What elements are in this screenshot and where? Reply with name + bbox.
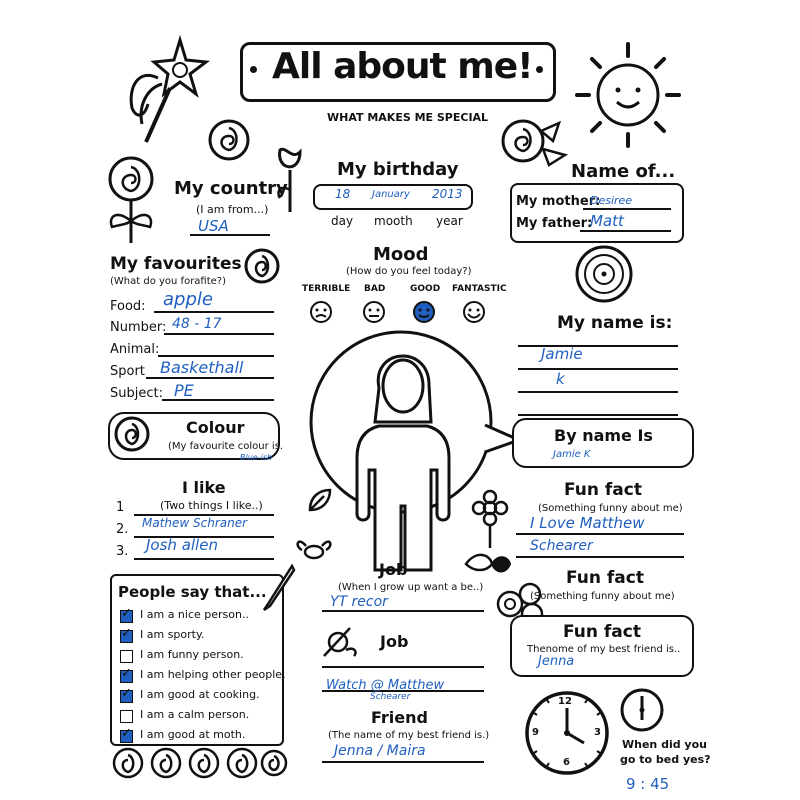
- leaf-icon: [306, 486, 334, 514]
- number-label: Number:: [110, 320, 167, 335]
- subject-value[interactable]: PE: [174, 381, 194, 400]
- sport-line: [146, 377, 274, 379]
- birthday-year-label: year: [436, 214, 463, 228]
- friend-line: [322, 761, 484, 763]
- father-line: [580, 230, 671, 232]
- job-2-heading: Job: [380, 632, 409, 651]
- birthday-month-value[interactable]: January: [372, 189, 410, 200]
- fun-fact-3-sub: Thenome of my best friend is..: [527, 644, 681, 655]
- mood-face-terrible-icon[interactable]: [309, 300, 333, 324]
- mood-option-good: GOOD: [410, 284, 441, 294]
- father-value[interactable]: Matt: [590, 212, 624, 230]
- mood-face-bad-icon[interactable]: [362, 300, 386, 324]
- clock-number-6: 6: [563, 757, 570, 768]
- job-2-line: [322, 666, 484, 668]
- vinyl-record-icon: [574, 244, 634, 304]
- clock-number-3: 3: [594, 727, 601, 738]
- job-1-value[interactable]: YT recor: [330, 594, 388, 610]
- people-say-item: I am a nice person..: [140, 608, 249, 621]
- page-subtitle: WHAT MAKES ME SPECIAL: [327, 111, 489, 124]
- rose-icon: [205, 118, 253, 162]
- rose-border-icon: [108, 745, 288, 783]
- by-name-heading: By name Is: [554, 426, 653, 445]
- rose-icon: [242, 248, 282, 284]
- favourites-heading: My favourites: [110, 254, 242, 274]
- my-name-line: [518, 391, 678, 393]
- friend-heading: Friend: [371, 708, 428, 727]
- food-label: Food:: [110, 299, 146, 314]
- father-label: My father:: [516, 216, 593, 231]
- flower-icon: [320, 620, 360, 664]
- i-like-line: [134, 558, 274, 560]
- clock-number-12: 12: [558, 696, 572, 707]
- sun-icon: [573, 40, 683, 150]
- people-say-heading: People say that...: [118, 583, 267, 601]
- friend-sub: (The name of my best friend is.): [328, 730, 490, 741]
- mother-value[interactable]: Desiree: [590, 194, 633, 207]
- clock-number-9: 9: [532, 727, 539, 738]
- sport-label: Sport: [110, 364, 145, 379]
- my-name-value-2[interactable]: k: [556, 370, 565, 388]
- mood-heading: Mood: [373, 244, 429, 265]
- my-name-heading: My name is:: [557, 313, 673, 333]
- page-title: All about me!: [272, 46, 533, 87]
- food-line: [154, 311, 274, 313]
- fun-fact-1-line: [516, 556, 684, 558]
- mood-sub: (How do you feel today?): [346, 266, 472, 277]
- mood-option-fantastic: FANTASTIC: [452, 284, 507, 294]
- fun-fact-2-heading: Fun fact: [566, 568, 644, 588]
- country-sub: (I am from...): [196, 203, 269, 216]
- sport-value[interactable]: Baskethall: [160, 358, 244, 377]
- people-say-checkbox[interactable]: [120, 710, 133, 723]
- mother-line: [583, 208, 671, 210]
- birthday-day-label: day: [331, 214, 354, 228]
- job-2-value-2[interactable]: Schearer: [370, 692, 411, 702]
- pencil-icon: [262, 564, 298, 612]
- colour-heading: Colour: [186, 418, 245, 437]
- bedtime-question-line-1: When did you: [622, 738, 707, 751]
- mood-face-good-icon[interactable]: [412, 300, 436, 324]
- fun-fact-1-value-2[interactable]: Schearer: [530, 538, 593, 554]
- name-of-heading: Name of...: [571, 161, 676, 182]
- people-say-item: I am sporty.: [140, 628, 205, 641]
- colour-sub: (My favourite colour is.: [168, 441, 284, 452]
- i-like-sub: (Two things I like..): [160, 499, 263, 512]
- job-1-sub: (When I grow up want a be..): [338, 582, 484, 593]
- people-say-item: I am good at moth.: [140, 728, 246, 741]
- people-say-checkbox[interactable]: [120, 650, 133, 663]
- people-say-item: I am funny person.: [140, 648, 244, 661]
- i-like-value-2[interactable]: Mathew Schraner: [142, 516, 248, 530]
- i-like-heading: I like: [182, 478, 226, 497]
- favourites-sub: (What do you forafite?): [110, 276, 227, 287]
- job-1-line: [322, 610, 484, 612]
- fun-fact-3-heading: Fun fact: [563, 622, 641, 642]
- country-heading: My country: [174, 178, 288, 199]
- my-name-line: [518, 368, 678, 370]
- fun-fact-1-value-1[interactable]: I Love Matthew: [530, 514, 645, 532]
- people-say-item: I am helping other people.: [140, 668, 286, 681]
- mood-face-fantastic-icon[interactable]: [462, 300, 486, 324]
- mood-option-terrible: TERRIBLE: [302, 284, 351, 294]
- rose-bouquet-icon: [493, 115, 573, 175]
- rose-icon: [112, 415, 152, 453]
- animal-line: [158, 355, 274, 357]
- people-say-checkbox[interactable]: [120, 610, 133, 623]
- leaf-icon: [462, 546, 512, 580]
- fun-fact-1-heading: Fun fact: [564, 480, 642, 500]
- people-say-checkbox[interactable]: [120, 730, 133, 743]
- fun-fact-3-value[interactable]: Jenna: [538, 654, 575, 669]
- birthday-year-value[interactable]: 2013: [432, 187, 463, 201]
- bedtime-question-line-2: go to bed yes?: [620, 753, 711, 766]
- i-like-number-3: 3.: [116, 544, 129, 559]
- people-say-item: I am a calm person.: [140, 708, 250, 721]
- alarm-clock-icon: [618, 686, 666, 734]
- number-line: [164, 333, 274, 335]
- mother-label: My mother:: [516, 194, 601, 209]
- people-say-item: I am good at cooking.: [140, 688, 260, 701]
- food-value[interactable]: apple: [163, 289, 213, 310]
- number-value[interactable]: 48 - 17: [172, 316, 222, 332]
- people-say-checkbox[interactable]: [120, 630, 133, 643]
- by-name-value[interactable]: Jamie K: [553, 449, 591, 460]
- my-name-line: [518, 414, 678, 416]
- banner-rivet: [536, 66, 543, 73]
- banner-rivet: [250, 66, 257, 73]
- rose-stem-icon: [100, 155, 162, 245]
- birthday-day-value[interactable]: 18: [335, 187, 351, 201]
- country-value[interactable]: USA: [198, 217, 229, 235]
- bedtime-value[interactable]: 9 : 45: [626, 775, 670, 793]
- i-like-number-2: 2.: [116, 522, 129, 537]
- i-like-number-1: 1: [116, 500, 125, 515]
- bee-icon: [292, 534, 336, 568]
- my-name-value-1[interactable]: Jamie: [541, 345, 583, 363]
- fun-fact-1-line: [516, 533, 684, 535]
- mood-option-bad: BAD: [364, 284, 386, 294]
- flower-icon: [470, 490, 510, 550]
- job-2-value-1[interactable]: Watch @ Matthew: [326, 678, 445, 693]
- people-say-checkbox[interactable]: [120, 670, 133, 683]
- fun-fact-2-sub: (Something funny about me): [530, 591, 675, 602]
- animal-label: Animal:: [110, 342, 160, 357]
- birthday-month-label: mooth: [374, 214, 413, 228]
- people-say-checkbox[interactable]: [120, 690, 133, 703]
- colour-value[interactable]: Blue-ish: [240, 453, 273, 462]
- subject-label: Subject:: [110, 386, 163, 401]
- job-1-heading: Job: [379, 560, 408, 579]
- magic-wand-icon: [118, 38, 208, 148]
- birthday-heading: My birthday: [337, 159, 459, 180]
- fun-fact-1-sub: (Something funny about me): [538, 503, 683, 514]
- i-like-value-3[interactable]: Josh allen: [146, 536, 218, 554]
- friend-value[interactable]: Jenna / Maira: [334, 743, 426, 759]
